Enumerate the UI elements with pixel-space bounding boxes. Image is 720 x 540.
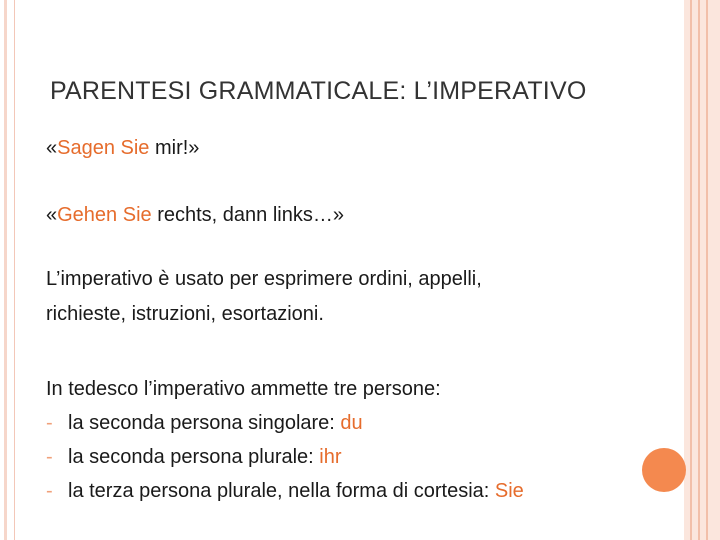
quote-open: «: [46, 204, 58, 226]
pronoun-highlight: ihr: [319, 446, 342, 468]
persons-intro: In tedesco l’imperativo ammette tre persone:: [46, 378, 441, 400]
right-border-line: [698, 0, 700, 540]
list-item-text: la terza persona plurale, nella forma di cortesia:: [68, 480, 495, 502]
right-border-line: [690, 0, 692, 540]
list-item: [46, 406, 524, 440]
example-sentence-1: [46, 134, 199, 162]
pronoun-highlight: Sie: [494, 480, 524, 502]
example-rest: mir!»: [149, 137, 200, 159]
example-verb-highlight: Gehen Sie: [57, 204, 152, 226]
persons-section: [46, 372, 524, 508]
slide-title: PARENTESI GRAMMATICALE: L’IMPERATIVO: [50, 77, 587, 105]
dash-bullet: -: [46, 412, 53, 434]
definition-paragraph: [46, 262, 482, 332]
example-rest: rechts, dann links…»: [151, 204, 344, 226]
right-border-decoration: [684, 0, 720, 540]
list-item: [46, 474, 524, 508]
list-item-text: la seconda persona plurale:: [68, 446, 320, 468]
decorative-circle: [642, 448, 686, 492]
example-verb-highlight: Sagen Sie: [57, 137, 150, 159]
paragraph-line: richieste, istruzioni, esortazioni.: [46, 303, 324, 325]
list-item-text: la seconda persona singolare:: [68, 412, 341, 434]
list-item: [46, 440, 524, 474]
left-border-decoration: [0, 0, 15, 540]
paragraph-line: L’imperativo è usato per esprimere ordini, appelli,: [46, 268, 482, 290]
quote-open: «: [46, 137, 58, 159]
dash-bullet: -: [46, 446, 53, 468]
right-border-line: [706, 0, 708, 540]
dash-bullet: -: [46, 480, 53, 502]
pronoun-highlight: du: [340, 412, 363, 434]
example-sentence-2: [46, 201, 344, 229]
